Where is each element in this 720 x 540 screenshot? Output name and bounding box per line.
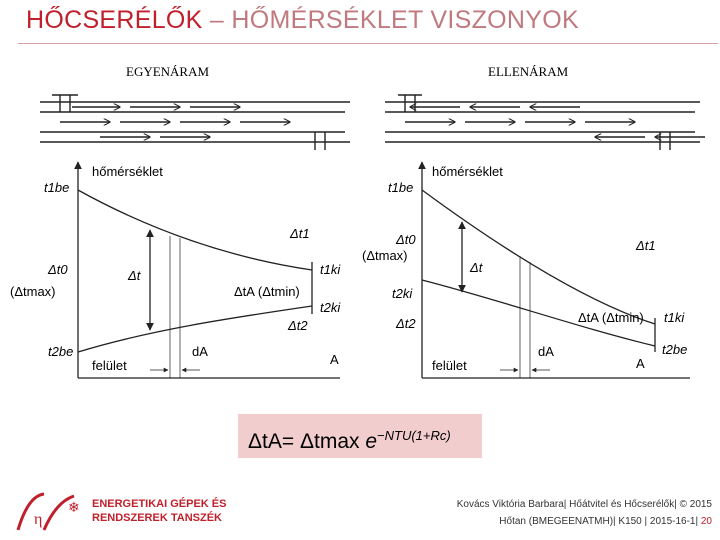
department-name-line2: RENDSZEREK TANSZÉK	[92, 512, 222, 524]
page-number: 20	[700, 516, 712, 527]
left-y-axis-label: hőmérséklet	[92, 164, 163, 179]
right-A-label: A	[636, 356, 645, 371]
right-t2be-label: t2be	[662, 342, 688, 357]
left-dt1-label: Δt1	[290, 226, 310, 241]
right-x-axis-label: felület	[432, 358, 467, 373]
department-name-line1: ENERGETIKAI GÉPEK ÉS	[92, 498, 227, 510]
parallel-flow-heading: EGYENÁRAM	[126, 64, 210, 79]
left-dA-label: dA	[192, 344, 208, 359]
left-dt0-label: Δt0	[48, 262, 68, 277]
counter-flow-schematic	[385, 95, 705, 150]
left-x-axis-label: felület	[92, 358, 127, 373]
right-dt0-label: Δt0	[396, 232, 416, 247]
footer-course: Hőtan (BMEGEENATMH)| K150 | 2015-16-1|	[499, 516, 699, 527]
effectiveness-formula	[238, 414, 482, 458]
title-rest: – HŐMÉRSÉKLET VISZONYOK	[202, 6, 579, 34]
left-t2ki-label: t2ki	[320, 300, 341, 315]
right-dtA-dtmin-overlay: ΔtA (Δtmin)	[578, 310, 644, 325]
parallel-flow-schematic	[40, 95, 350, 150]
right-y-axis-label: hőmérséklet	[432, 164, 503, 179]
counter-flow-heading: ELLENÁRAM	[488, 64, 569, 79]
footer-line1: Kovács Viktória Barbara| Hőátvitel és Hőcserélők| © 2015	[456, 499, 712, 510]
right-dtmax-overlay: (Δtmax)	[362, 248, 408, 263]
left-dt2-label: Δt2	[288, 318, 308, 333]
right-t1be-label: t1be	[388, 180, 414, 195]
right-dA-label: dA	[538, 344, 554, 359]
right-t2ki-label: t2ki	[392, 286, 413, 301]
parallel-flow-chart	[78, 162, 340, 378]
title-highlight: HŐCSERÉLŐK	[26, 6, 203, 34]
left-A-label: A	[330, 352, 339, 367]
right-t1ki-label: t1ki	[664, 310, 685, 325]
slide-footer	[457, 496, 712, 530]
right-dt-label: Δt	[470, 260, 483, 275]
svg-text:❄: ❄	[68, 500, 80, 516]
department-name	[92, 497, 226, 525]
formula-e: e	[365, 430, 378, 453]
left-t1ki-label: t1ki	[320, 262, 341, 277]
right-dt1-label: Δt1	[636, 238, 656, 253]
right-dt2-label: Δt2	[396, 316, 416, 331]
left-t2be-label: t2be	[48, 344, 74, 359]
left-dt-label: Δt	[128, 268, 141, 283]
title-rule	[18, 43, 718, 44]
counter-flow-chart	[422, 162, 690, 378]
formula-exponent: −NTU(1+Rc)	[377, 428, 451, 443]
left-dtA-dtmin-overlay: ΔtA (Δtmin)	[234, 284, 300, 299]
left-dtmax-overlay: (Δtmax)	[10, 284, 56, 299]
heat-exchanger-diagram	[0, 50, 720, 390]
slide-title	[26, 6, 579, 35]
formula-lhs: ΔtA= Δtmax	[248, 430, 360, 453]
footer-line2	[457, 513, 712, 530]
left-t1be-label: t1be	[44, 180, 70, 195]
svg-text:η: η	[34, 511, 43, 528]
